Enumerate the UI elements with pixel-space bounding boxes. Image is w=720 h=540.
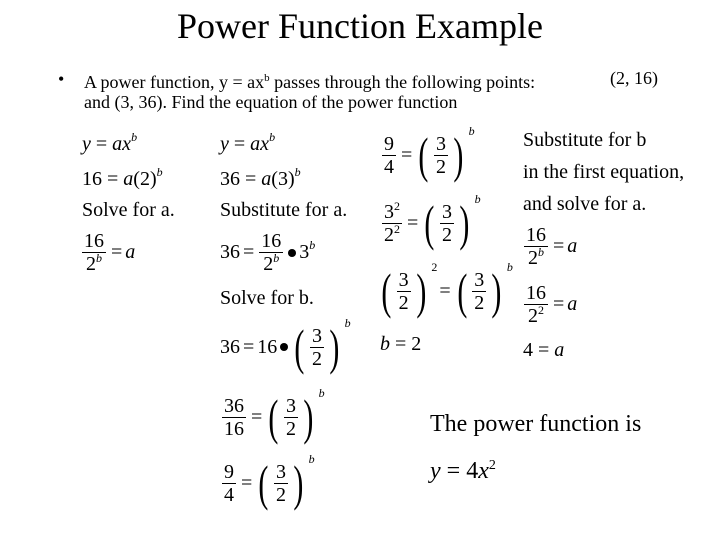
eq-col4-a1: $\frac{16}{2^b}$ = a: [526, 224, 578, 269]
bullet-marker: •: [58, 69, 65, 89]
conclusion-label: The power function is: [430, 411, 642, 437]
eq-ratio-3: $\frac{9}{4}$ = ( $\frac{3}{2}$ ) $^b$: [224, 452, 315, 511]
final-equation: $y = 4x^2$: [430, 458, 496, 484]
step-solve-b: Solve for b.: [220, 287, 314, 309]
eq-b-result: b = 2: [380, 333, 422, 355]
step-solve-a: Solve for a.: [82, 199, 175, 221]
col4-line3: and solve for a.: [523, 193, 647, 215]
col4-line2: in the first equation,: [523, 161, 685, 183]
eq-point1-sub: $16 = a(2)^b$: [82, 165, 163, 190]
eq-general-form-2: $y = ax^b$: [220, 130, 276, 155]
step-substitute: Substitute for a.: [220, 199, 348, 221]
eq-ratio-1: 36 = 16 ( $\frac{3}{2}$ ) $^b$: [220, 316, 351, 375]
eq-col3-ratio: $\frac{9}{4}$ = ( $\frac{3}{2}$ ) $^b$: [384, 124, 475, 183]
problem-line1-pre: A power function, y = ax: [84, 72, 265, 92]
problem-statement: [84, 68, 684, 112]
col4-line1: Substitute for b: [523, 129, 647, 151]
point-1: (2, 16): [610, 68, 658, 88]
eq-substituted: 36 = $\frac{16}{2^b}$ 3$^b$: [220, 230, 316, 275]
problem-line1-exp: b: [264, 72, 270, 84]
eq-a-expression: $\frac{16}{2^b}$ = a: [84, 230, 136, 275]
eq-point2-sub: $36 = a(3)^b$: [220, 165, 301, 190]
eq-col3-equal-bases: ( $\frac{3}{2}$ ) $^2$ = ( $\frac{3}{2}$ ) $^b$: [381, 260, 513, 319]
eq-a-result: 4 = a: [523, 339, 565, 361]
problem-line2: and (3, 36). Find the equation of the power function: [84, 92, 458, 112]
eq-ratio-2: $\frac{36}{16}$ = ( $\frac{3}{2}$ ) $^b$: [224, 386, 325, 445]
eq-col3-powers: $\frac{3^2}{2^2}$ = ( $\frac{3}{2}$ ) $^b$: [384, 192, 481, 251]
page-title: Power Function Example: [177, 6, 543, 46]
problem-line1-post: passes through the following points:: [269, 72, 536, 92]
eq-col4-a2: $\frac{16}{2^2}$ = a: [526, 282, 578, 327]
eq-general-form-1: $y = ax^b$: [82, 130, 138, 155]
